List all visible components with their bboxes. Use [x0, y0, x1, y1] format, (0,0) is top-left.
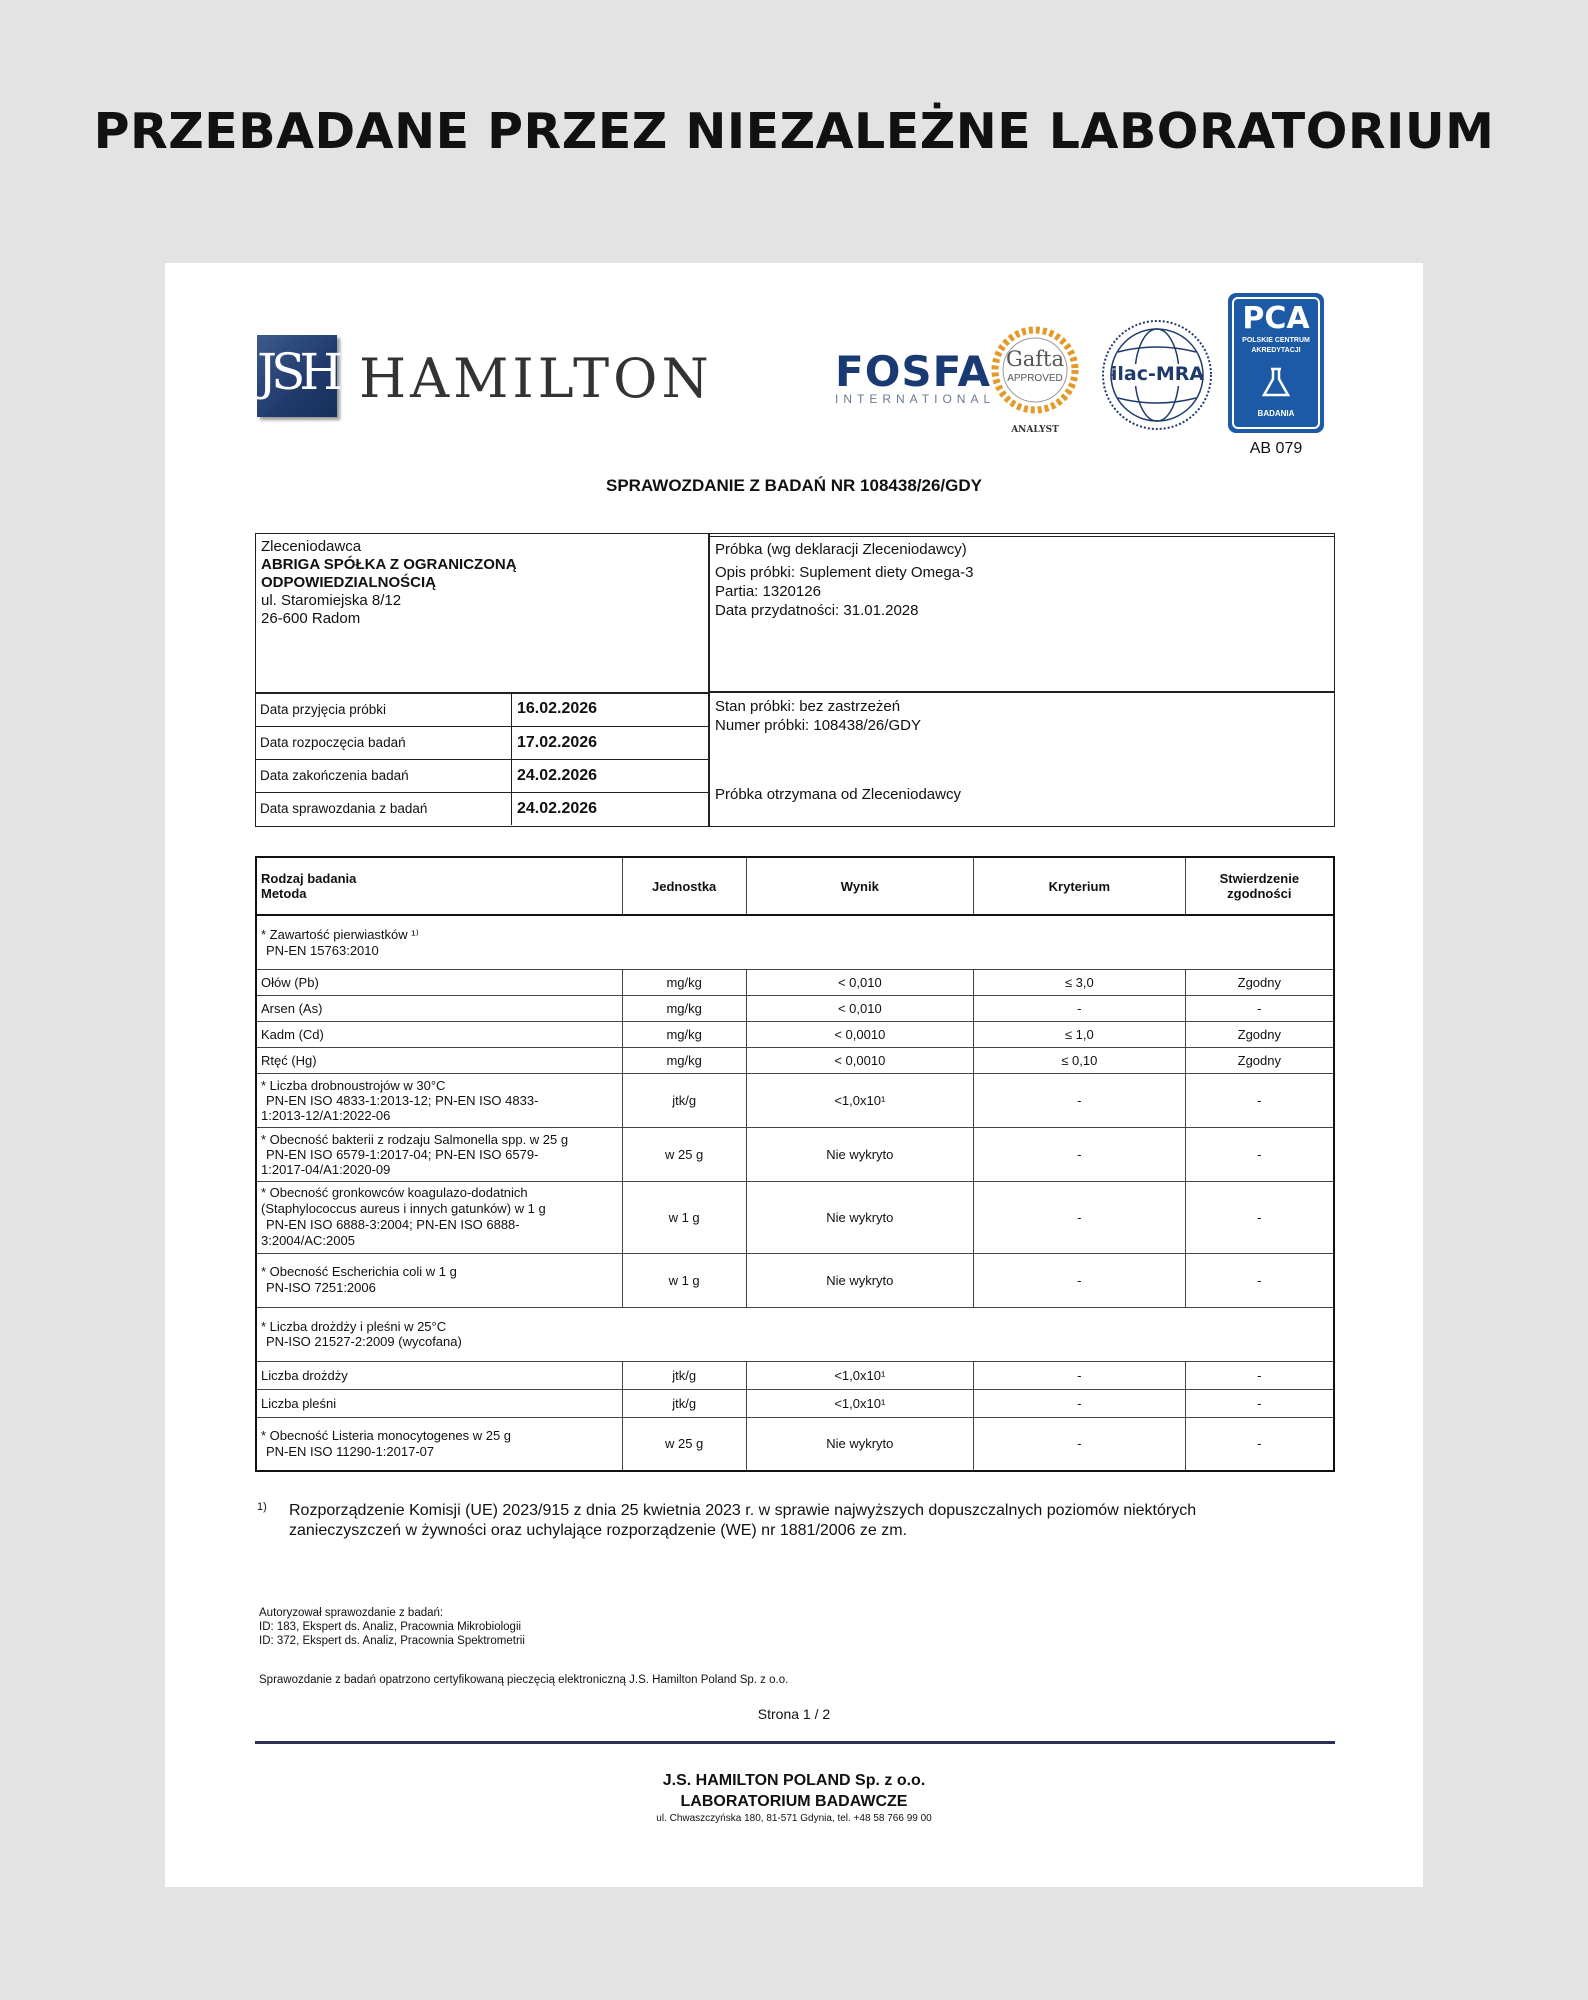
fosfa-word: FOSFA — [835, 347, 992, 396]
row-conformity: - — [1185, 1073, 1334, 1127]
row-result: Nie wykryto — [746, 1181, 974, 1253]
row-line: (Staphylococcus aureus i innych gatunków) w 1 g — [261, 1201, 546, 1216]
date-row — [256, 792, 708, 825]
row-name: Liczba drożdży — [256, 1361, 622, 1389]
footnote-mark: 1) — [257, 1501, 267, 1513]
client-city: 26-600 Radom — [261, 610, 361, 627]
date-label: Data sprawozdania z badań — [256, 792, 512, 825]
row-criterion: - — [974, 1073, 1186, 1127]
group-cell — [256, 1307, 1334, 1361]
client-label: Zleceniodawca — [261, 538, 362, 555]
footnote — [257, 1501, 1196, 1541]
date-value: 16.02.2026 — [512, 693, 709, 726]
header-unit: Jednostka — [622, 857, 746, 915]
header-conf-1: Stwierdzenie — [1219, 871, 1300, 886]
row-conformity: - — [1185, 1127, 1334, 1181]
row-result: < 0,010 — [746, 995, 974, 1021]
row-criterion: ≤ 1,0 — [974, 1021, 1186, 1047]
client-sample-block — [255, 533, 1335, 827]
table-row — [256, 995, 1334, 1021]
row-name: Liczba pleśni — [256, 1389, 622, 1417]
pca-badania: BADANIA — [1257, 409, 1295, 418]
row-line: * Obecność gronkowców koagulazo-dodatnich — [261, 1185, 528, 1200]
row-name: Ołów (Pb) — [256, 969, 622, 995]
footer-divider — [255, 1741, 1335, 1744]
gafta-word: Gafta — [1005, 347, 1065, 371]
row-line: PN-EN ISO 6579-1:2017-04; PN-EN ISO 6579- — [266, 1146, 539, 1162]
header-conformity — [1185, 857, 1334, 915]
sample-batch: Partia: 1320126 — [715, 583, 821, 600]
table-row — [256, 969, 1334, 995]
row-unit: jtk/g — [622, 1389, 746, 1417]
row-result: <1,0x10¹ — [746, 1073, 974, 1127]
date-value: 24.02.2026 — [512, 759, 709, 792]
row-name — [256, 1127, 622, 1181]
table-row — [256, 1127, 1334, 1181]
row-line: * Obecność bakterii z rodzaju Salmonella spp. w 25 g — [261, 1131, 569, 1147]
block-hline-right — [709, 691, 1334, 693]
pca-word: PCA — [1242, 301, 1310, 336]
date-label: Data przyjęcia próbki — [256, 693, 512, 726]
group-row — [256, 1307, 1334, 1361]
row-conformity: - — [1185, 1361, 1334, 1389]
row-name: Rtęć (Hg) — [256, 1047, 622, 1073]
row-result: Nie wykryto — [746, 1417, 974, 1471]
sample-received: Próbka otrzymana od Zleceniodawcy — [715, 786, 961, 803]
header-result: Wynik — [746, 857, 974, 915]
row-name — [256, 1253, 622, 1307]
row-line: * Liczba drobnoustrojów w 30°C — [261, 1077, 446, 1093]
sample-state: Stan próbki: bez zastrzeżeń — [715, 698, 901, 715]
header-conf-2: zgodności — [1227, 886, 1292, 901]
sample-desc: Opis próbki: Suplement diety Omega-3 — [715, 564, 974, 581]
row-line: PN-EN ISO 4833-1:2013-12; PN-EN ISO 4833- — [266, 1092, 539, 1108]
row-name: Arsen (As) — [256, 995, 622, 1021]
row-criterion: - — [974, 995, 1186, 1021]
table-row — [256, 1417, 1334, 1471]
authorized-block — [259, 1606, 525, 1648]
row-conformity: - — [1185, 995, 1334, 1021]
table-row — [256, 1073, 1334, 1127]
group-line-1: * Liczba drożdży i pleśni w 25°C — [261, 1319, 447, 1334]
flask-icon — [1258, 365, 1294, 401]
authorized-line-3: ID: 372, Ekspert ds. Analiz, Pracownia Spektrometrii — [259, 1635, 525, 1647]
table-row — [256, 1361, 1334, 1389]
row-line: * Obecność Escherichia coli w 1 g — [261, 1264, 457, 1279]
pca-sub1: POLSKIE CENTRUM — [1242, 337, 1310, 344]
row-result: <1,0x10¹ — [746, 1389, 974, 1417]
date-value: 17.02.2026 — [512, 726, 709, 759]
sample-info — [715, 540, 973, 620]
fosfa-logo — [835, 347, 995, 406]
row-line: PN-EN ISO 6888-3:2004; PN-EN ISO 6888- — [266, 1217, 520, 1232]
authorized-line-2: ID: 183, Ekspert ds. Analiz, Pracownia Mikrobiologii — [259, 1621, 522, 1633]
report-title: SPRAWOZDANIE Z BADAŃ NR 108438/26/GDY — [606, 476, 982, 495]
sample-expiry: Data przydatności: 31.01.2028 — [715, 602, 919, 619]
row-result: < 0,010 — [746, 969, 974, 995]
footer — [165, 1770, 1423, 1826]
row-conformity: Zgodny — [1185, 1047, 1334, 1073]
row-unit: jtk/g — [622, 1073, 746, 1127]
table-row — [256, 1181, 1334, 1253]
hamilton-monogram-logo — [257, 335, 337, 417]
ilac-word: ilac-MRA — [1110, 363, 1205, 385]
hamilton-monogram: JSH — [257, 343, 337, 401]
date-row — [256, 726, 708, 759]
client-info — [261, 538, 517, 628]
row-conformity: - — [1185, 1417, 1334, 1471]
row-criterion: - — [974, 1361, 1186, 1389]
table-row — [256, 1021, 1334, 1047]
pca-sub2: AKREDYTACJI — [1251, 347, 1301, 354]
row-result: < 0,0010 — [746, 1047, 974, 1073]
gafta-logo — [990, 325, 1080, 443]
client-name-1: ABRIGA SPÓŁKA Z OGRANICZONĄ — [261, 556, 517, 573]
table-row — [256, 1253, 1334, 1307]
pca-logo — [1228, 293, 1324, 433]
group-row — [256, 915, 1334, 969]
row-unit: mg/kg — [622, 1047, 746, 1073]
ilac-mra-logo — [1100, 318, 1215, 433]
hamilton-wordmark: HAMILTON — [359, 347, 713, 410]
row-unit: jtk/g — [622, 1361, 746, 1389]
results-header-row — [256, 857, 1334, 915]
row-result: Nie wykryto — [746, 1127, 974, 1181]
gafta-analyst: ANALYST — [1011, 425, 1059, 435]
row-result: < 0,0010 — [746, 1021, 974, 1047]
row-criterion: - — [974, 1417, 1186, 1471]
fosfa-sub: INTERNATIONAL — [835, 392, 996, 406]
date-row — [256, 693, 708, 726]
page-number: Strona 1 / 2 — [757, 1706, 831, 1722]
group-cell — [256, 915, 1334, 969]
date-value: 24.02.2026 — [517, 799, 598, 817]
row-unit: w 25 g — [622, 1127, 746, 1181]
row-unit: mg/kg — [622, 1021, 746, 1047]
row-unit: mg/kg — [622, 969, 746, 995]
block-divider — [708, 534, 710, 826]
row-unit: w 1 g — [622, 1253, 746, 1307]
row-conformity: - — [1185, 1389, 1334, 1417]
group-line-2: PN-EN 15763:2010 — [266, 942, 379, 958]
row-name — [256, 1417, 622, 1471]
row-criterion: ≤ 3,0 — [974, 969, 1186, 995]
header-type-2: Metoda — [261, 886, 307, 901]
row-criterion: - — [974, 1253, 1186, 1307]
authorized-line-1: Autoryzował sprawozdanie z badań: — [259, 1607, 444, 1619]
footnote-line-2: zanieczyszczeń w żywności oraz uchylające rozporządzenie (WE) nr 1881/2006 ze zm. — [289, 1522, 908, 1539]
client-street: ul. Staromiejska 8/12 — [261, 592, 402, 609]
header-criterion: Kryterium — [974, 857, 1186, 915]
footnote-text — [289, 1501, 1196, 1541]
sample-number: Numer próbki: 108438/26/GDY — [715, 717, 921, 734]
report-sheet — [165, 263, 1423, 1887]
sample-label: Próbka (wg deklaracji Zleceniodawcy) — [715, 541, 967, 558]
row-line: PN-ISO 7251:2006 — [266, 1280, 376, 1295]
row-conformity: Zgodny — [1185, 1021, 1334, 1047]
date-row — [256, 759, 708, 792]
table-row — [256, 1389, 1334, 1417]
row-unit: w 1 g — [622, 1181, 746, 1253]
row-line: 1:2017-04/A1:2020-09 — [261, 1161, 391, 1177]
row-line: 1:2013-12/A1:2022-06 — [261, 1107, 391, 1123]
page-headline: PRZEBADANE PRZEZ NIEZALEŻNE LABORATORIUM — [93, 103, 1495, 160]
row-conformity: - — [1185, 1253, 1334, 1307]
row-line: * Obecność Listeria monocytogenes w 25 g — [261, 1427, 512, 1443]
client-name-2: ODPOWIEDZIALNOŚCIĄ — [261, 574, 436, 591]
row-name — [256, 1181, 622, 1253]
footer-company: J.S. HAMILTON POLAND Sp. z o.o. — [662, 1772, 926, 1789]
header-type — [256, 857, 622, 915]
row-criterion: ≤ 0,10 — [974, 1047, 1186, 1073]
seal-note: Sprawozdanie z badań opatrzono certyfikowaną pieczęcią elektroniczną J.S. Hamilton Poland Sp. z o.o. — [259, 1674, 789, 1686]
header-type-1: Rodzaj badania — [261, 871, 357, 886]
row-line: 3:2004/AC:2005 — [261, 1233, 355, 1248]
row-name: Kadm (Cd) — [256, 1021, 622, 1047]
row-result: <1,0x10¹ — [746, 1361, 974, 1389]
footer-lab: LABORATORIUM BADAWCZE — [680, 1793, 908, 1810]
row-criterion: - — [974, 1389, 1186, 1417]
date-label: Data zakończenia badań — [256, 759, 512, 792]
footnote-line-1: Rozporządzenie Komisji (UE) 2023/915 z dnia 25 kwietnia 2023 r. w sprawie najwyższych dopuszczalnych poziomów niektórych — [289, 1502, 1197, 1519]
row-conformity: - — [1185, 1181, 1334, 1253]
block-inner-top — [709, 536, 1334, 537]
results-table — [255, 856, 1335, 1472]
dates-table — [256, 693, 708, 825]
table-row — [256, 1047, 1334, 1073]
row-criterion: - — [974, 1127, 1186, 1181]
sample-status — [715, 697, 921, 735]
row-conformity: Zgodny — [1185, 969, 1334, 995]
row-criterion: - — [974, 1181, 1186, 1253]
footer-address: ul. Chwaszczyńska 180, 81-571 Gdynia, tel. +48 58 766 99 00 — [656, 1813, 932, 1824]
row-name — [256, 1073, 622, 1127]
group-line-2: PN-ISO 21527-2:2009 (wycofana) — [266, 1334, 462, 1349]
row-line: PN-EN ISO 11290-1:2017-07 — [266, 1443, 435, 1459]
row-result: Nie wykryto — [746, 1253, 974, 1307]
gafta-sub: APPROVED — [1007, 373, 1063, 384]
pca-code: AB 079 — [1249, 440, 1303, 457]
row-unit: mg/kg — [622, 995, 746, 1021]
row-unit: w 25 g — [622, 1417, 746, 1471]
group-line-1: * Zawartość pierwiastków ¹⁾ — [261, 926, 419, 942]
date-label: Data rozpoczęcia badań — [256, 726, 512, 759]
